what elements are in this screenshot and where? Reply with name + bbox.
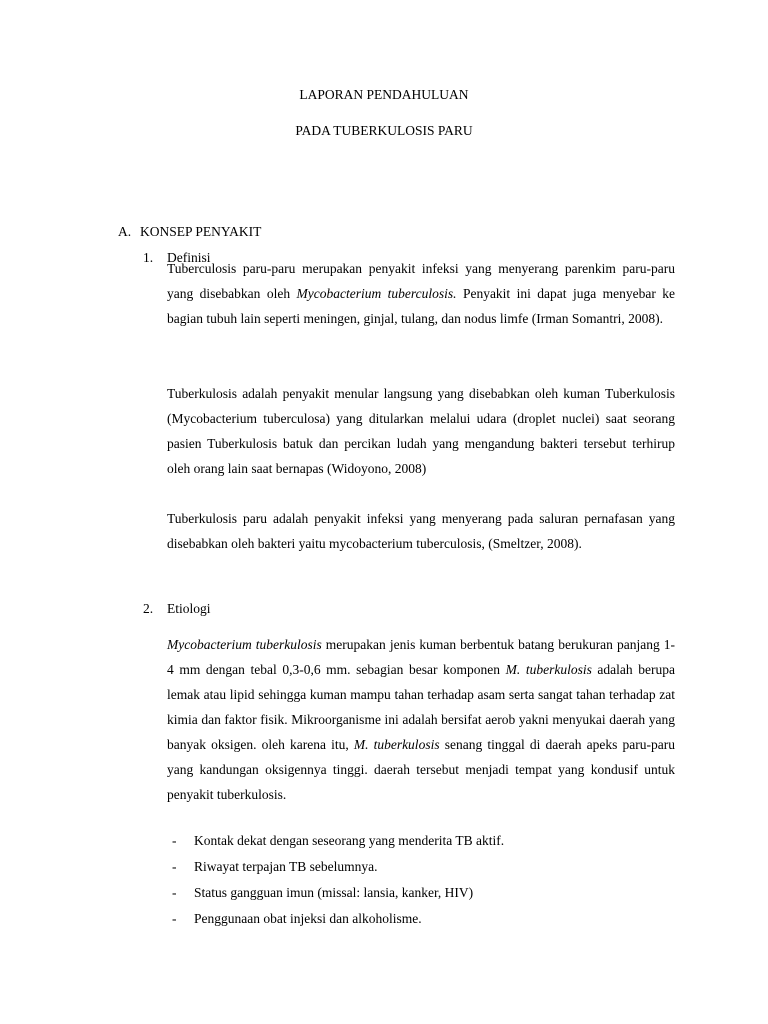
section-heading-konsep-penyakit bbox=[118, 224, 261, 240]
definisi-paragraph-3: Tuberkulosis paru adalah penyakit infeksi yang menyerang pada saluran pernafasan yang disebabkan oleh bakteri yaitu mycobacterium tuberculosis, (Smeltzer, 2008). bbox=[167, 511, 675, 551]
subsection-label: Etiologi bbox=[167, 601, 211, 616]
list-item: - Riwayat terpajan TB sebelumnya. bbox=[172, 859, 378, 874]
section-label: KONSEP PENYAKIT bbox=[140, 224, 262, 239]
subsection-marker: 1. bbox=[143, 250, 154, 265]
definisi-paragraph-2: Tuberkulosis adalah penyakit menular langsung yang disebabkan oleh kuman Tuberkulosis (Mycobacterium tuberculosa) yang ditularkan melalui udara (droplet nuclei) saat seorang pasien Tuberkulosis batuk dan percikan ludah yang mengandung bakteri tersebut terhirup oleh orang lain saat bernapas (Widoyono, 2008) bbox=[167, 386, 675, 476]
list-item: - Kontak dekat dengan seseorang yang menderita TB aktif. bbox=[172, 833, 505, 848]
subsection-label: Definisi bbox=[167, 250, 211, 265]
italic-term: M. tuberkulosis bbox=[353, 737, 440, 752]
bullet-dash: - bbox=[172, 833, 177, 848]
section-marker: A. bbox=[118, 224, 132, 239]
document-subtitle: PADA TUBERKULOSIS PARU bbox=[295, 123, 473, 138]
bullet-dash: - bbox=[172, 859, 177, 874]
bullet-dash: - bbox=[172, 911, 177, 926]
document-title: LAPORAN PENDAHULUAN bbox=[299, 87, 469, 102]
italic-term: Mycobacterium tuberkulosis bbox=[167, 637, 322, 652]
list-item: - Status gangguan imun (missal: lansia, kanker, HIV) bbox=[172, 885, 474, 900]
risk-factor-list bbox=[172, 832, 504, 936]
bullet-dash: - bbox=[172, 885, 177, 900]
subsection-marker: 2. bbox=[143, 601, 154, 616]
italic-term: M. tuberkulosis bbox=[505, 662, 592, 677]
definisi-paragraph-1: Tuberculosis paru-paru merupakan penyakit infeksi yang menyerang parenkim paru-paru yang disebabkan oleh Mycobacterium tuberculosis. Penyakit ini dapat juga menyebar ke bagian tubuh lain seperti meningen, ginjal, tulang, dan nodus limfe (Irman Somantri, 2008). bbox=[167, 261, 676, 326]
subsection-heading-etiologi bbox=[143, 601, 211, 617]
etiologi-paragraph: Mycobacterium tuberkulosis merupakan jenis kuman berbentuk batang berukuran panjang 1-4 mm dengan tebal 0,3-0,6 mm. sebagian besar komponen M. tuberkulosis adalah berupa lemak atau lipid sehingga kuman mampu tahan terhadap asam serta sangat tahan terhadap zat kimia dan faktor fisik. Mikroorganisme ini adalah bersifat aerob yakni menyukai daerah yang banyak oksigen. oleh karena itu, M. tuberkulosis senang tinggal di daerah apeks paru-paru yang kandungan oksigennya tinggi. daerah tersebut menjadi tempat yang kondusif untuk penyakit tuberkulosis. bbox=[167, 637, 675, 802]
italic-term: Mycobacterium tuberculosis. bbox=[296, 286, 457, 301]
list-item: - Penggunaan obat injeksi dan alkoholisme. bbox=[172, 911, 422, 926]
